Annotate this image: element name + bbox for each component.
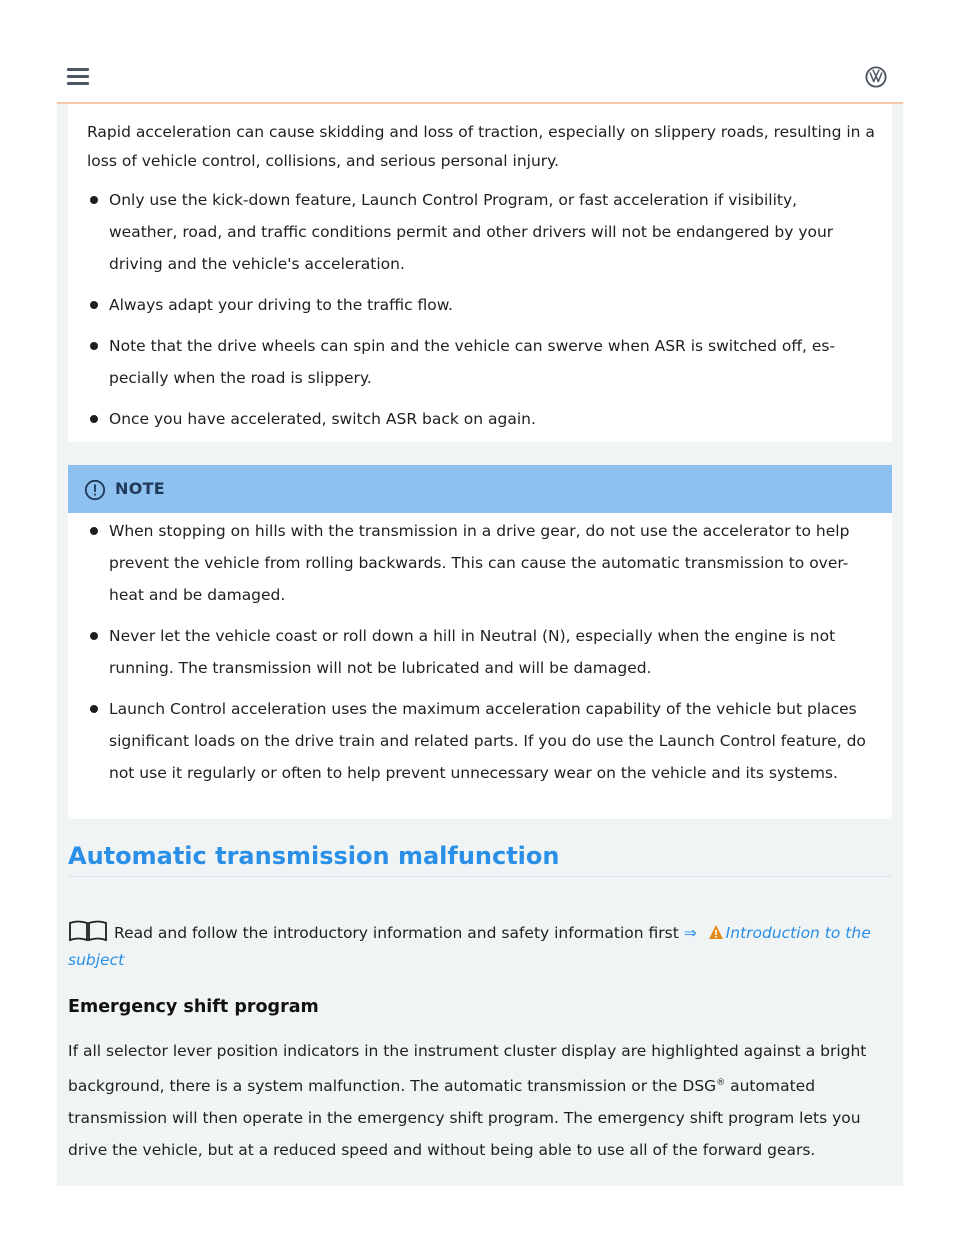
page-content <box>57 104 903 1186</box>
intro-text: Read and follow the introductory information and safety information first <box>114 924 679 942</box>
intro-line <box>68 920 892 974</box>
exclamation-circle-icon <box>84 479 106 501</box>
para-part2: automated transmission will then operate in the emergency shift program. The emergency shift program lets you drive the vehicle, but at a reduced speed and without being able to use all of the forward gears. <box>68 1077 861 1160</box>
warning-intro: Rapid acceleration can cause skidding and loss of traction, especially on slippery roads, resulting in a loss of vehicle control, collisions, and serious personal injury. <box>87 123 875 170</box>
para-part1: If all selector lever position indicators in the instrument cluster display are highlighted against a bright background, there is a system malfunction. The automatic transmission or the DSG <box>68 1042 867 1096</box>
list-item: Once you have accelerated, switch ASR back on again. <box>68 403 868 435</box>
top-bar <box>57 52 903 104</box>
list-item: Launch Control acceleration uses the maximum acceleration capability of the vehicle but places significant loads on the drive train and related parts. If you do use the Launch Control feature, do not use it regularly or often to help prevent unnecessary wear on the vehicle and its systems. <box>68 693 868 789</box>
arrow-icon: ⇒ <box>683 924 697 942</box>
note-box <box>68 465 892 819</box>
warning-triangle-icon <box>708 924 724 940</box>
introduction-link[interactable]: Introduction to the subject <box>68 924 871 969</box>
list-item: Note that the drive wheels can spin and the vehicle can swerve when ASR is switched off, es-pecially when the road is slippery. <box>68 330 868 394</box>
list-item: Never let the vehicle coast or roll down a hill in Neutral (N), especially when the engine is not running. The transmission will not be lubricated and will be damaged. <box>68 620 868 684</box>
divider <box>68 876 892 877</box>
note-title: NOTE <box>115 479 166 498</box>
list-item: Only use the kick-down feature, Launch Control Program, or fast acceleration if visibility, weather, road, and traffic conditions permit and other drivers will not be endangered by your driving and the vehicle's acceleration. <box>68 184 868 280</box>
list-item: Always adapt your driving to the traffic flow. <box>68 289 868 321</box>
book-icon <box>68 920 108 942</box>
note-header <box>68 465 892 513</box>
warning-list <box>68 184 868 444</box>
section-title: Automatic transmission malfunction <box>68 842 560 870</box>
registered-mark: ® <box>716 1078 726 1088</box>
body-paragraph <box>68 1035 894 1166</box>
subheading: Emergency shift program <box>68 997 319 1017</box>
note-list <box>68 515 868 798</box>
warning-box <box>68 104 892 442</box>
vw-logo-icon[interactable] <box>865 66 887 88</box>
hamburger-menu-icon[interactable] <box>67 68 89 86</box>
list-item: When stopping on hills with the transmission in a drive gear, do not use the accelerator to help prevent the vehicle from rolling backwards. This can cause the automatic transmission to over-heat and be damaged. <box>68 515 868 611</box>
